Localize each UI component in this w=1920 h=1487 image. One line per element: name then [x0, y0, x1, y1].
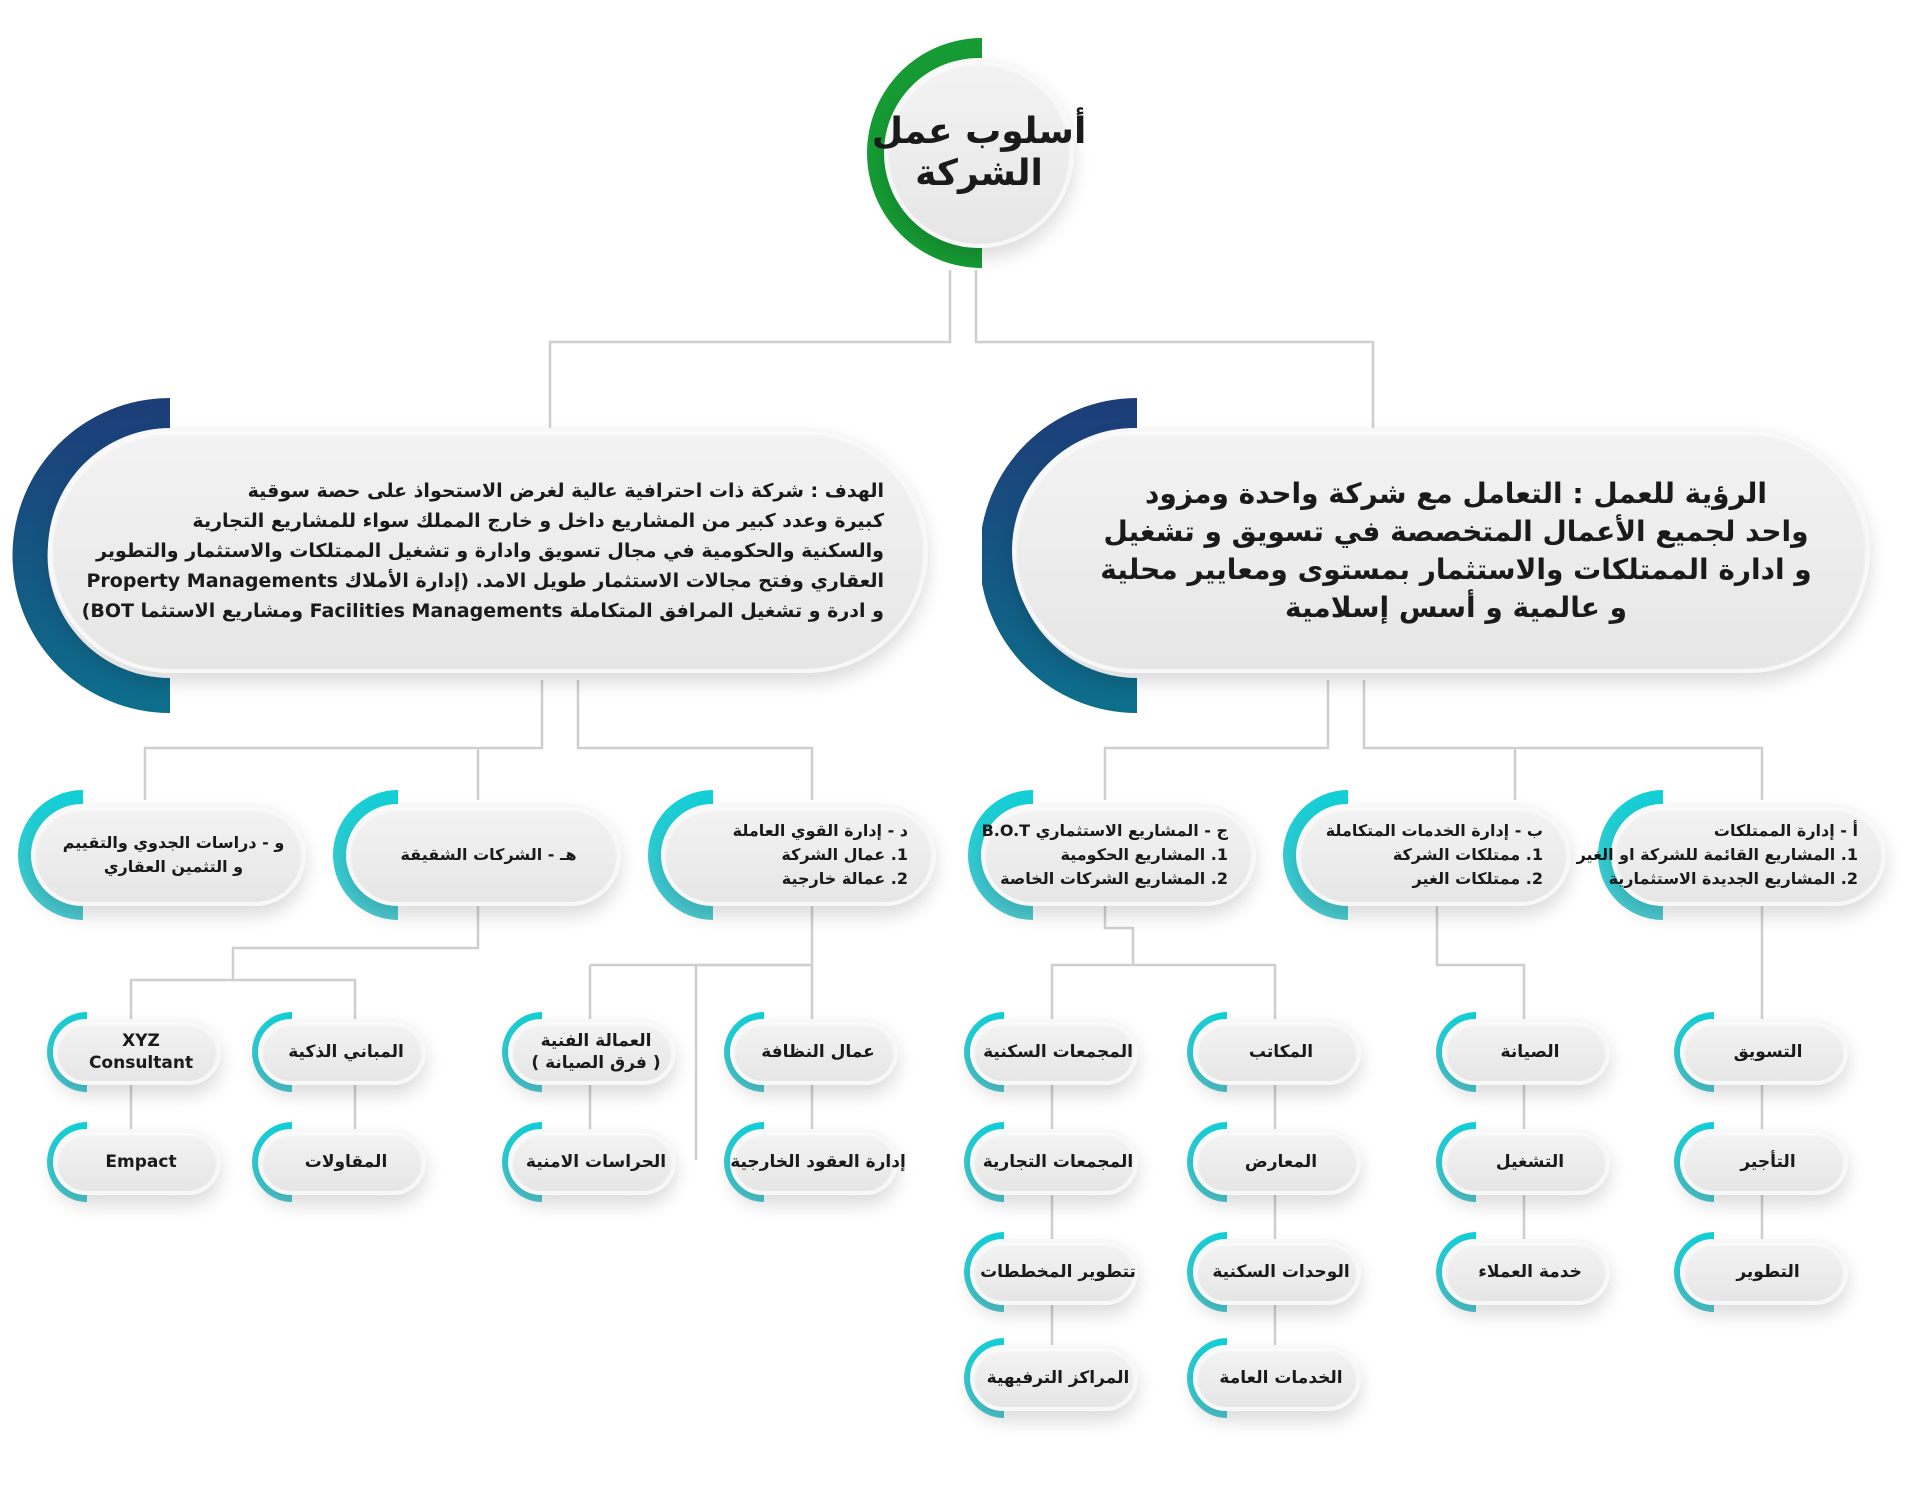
leaf-offices [1185, 1012, 1363, 1092]
branch-services-pill [1296, 804, 1571, 906]
leaf-maintenance [1434, 1012, 1612, 1092]
root-title-line-1: أسلوب عمل [871, 111, 1087, 152]
leaf-pill [1680, 1129, 1848, 1195]
branch-studies [15, 790, 310, 920]
leaf-pill [1193, 1239, 1361, 1305]
leaf-label: الحراسات الامنية [525, 1152, 667, 1172]
leaf-development [1672, 1232, 1850, 1312]
vision-node [982, 398, 1882, 713]
branch-studies-line-2: و التثمين العقاري [103, 857, 244, 876]
leaf-pill [970, 1345, 1138, 1411]
leaf-planning-development [962, 1232, 1140, 1312]
goal-line-1: الهدف : شركة ذات احترافية عالية لغرض الاستحواذ على حصة سوقية [247, 479, 884, 502]
leaf-label: Consultant [88, 1053, 194, 1073]
branch-workforce [645, 790, 940, 920]
leaf-pill [1193, 1345, 1361, 1411]
leaf-customer-service [1434, 1232, 1612, 1312]
leaf-label: تتطوير المخططات [980, 1262, 1136, 1282]
leaf-label: عمال النظافة [761, 1042, 875, 1062]
leaf-label: ( فرق الصيانة ) [531, 1053, 661, 1073]
root-node [862, 33, 1092, 273]
leaf-exhibitions [1185, 1122, 1363, 1202]
root-circle [871, 58, 1087, 248]
root-title-line-2: الشركة [915, 153, 1043, 194]
leaf-pill [1193, 1129, 1361, 1195]
leaf-pill [53, 1019, 221, 1085]
leaf-technical-workers [500, 1012, 678, 1092]
leaf-pill [258, 1129, 426, 1195]
leaf-label: العمالة الفنية [540, 1031, 652, 1051]
leaf-residential-complexes [962, 1012, 1140, 1092]
leaf-residential-units [1185, 1232, 1363, 1312]
leaf-empact [45, 1122, 223, 1202]
leaf-label: XYZ [122, 1031, 160, 1051]
branch-services-line-1: ب - إدارة الخدمات المتكاملة [1325, 821, 1543, 840]
branch-sister-line-1: هـ - الشركات الشقيقة [400, 845, 577, 864]
vision-line-4: و عالمية و أسس إسلامية [1285, 590, 1627, 624]
branch-property-line-3: 2. المشاريع الجديدة الاستثمارية [1608, 869, 1858, 888]
leaf-label: الوحدات السكنية [1212, 1262, 1350, 1282]
leaf-pill [730, 1129, 906, 1195]
leaf-label: المجمعات التجارية [982, 1152, 1134, 1172]
leaf-cleaning-workers [722, 1012, 900, 1092]
leaf-smart-buildings [250, 1012, 428, 1092]
branch-services-line-2: 1. ممتلكات الشركة [1392, 845, 1543, 864]
leaf-pill [1442, 1019, 1610, 1085]
goal-line-3: والسكنية والحكومية في مجال تسويق وادارة و تشغيل الممتلكات والاستثمار والتطوير [96, 539, 884, 562]
vision-pill [1012, 428, 1870, 673]
branch-services-line-3: 2. ممتلكات الغير [1412, 869, 1543, 888]
leaf-entertainment-centers [962, 1338, 1140, 1418]
leaf-pill [1680, 1019, 1848, 1085]
leaf-label: الخدمات العامة [1219, 1368, 1343, 1388]
branch-property [1576, 790, 1890, 920]
leaf-pill [970, 1019, 1138, 1085]
leaf-marketing [1672, 1012, 1850, 1092]
leaf-pill [53, 1129, 221, 1195]
leaf-pill [1442, 1129, 1610, 1195]
leaf-label: الصيانة [1500, 1042, 1560, 1062]
branch-sister-pill [346, 804, 621, 906]
goal-node [10, 398, 930, 713]
branch-workforce-line-2: 1. عمال الشركة [781, 845, 908, 864]
leaf-pill [970, 1239, 1138, 1305]
leaf-pill [970, 1129, 1138, 1195]
branch-studies-line-1: و - دراسات الجدوي والتقييم [62, 833, 285, 852]
branch-sister [330, 790, 625, 920]
branch-property-line-2: 1. المشاريع القائمة للشركة او الغير [1576, 845, 1858, 864]
vision-line-3: و ادارة الممتلكات والاستثمار بمستوى ومعايير محلية [1100, 552, 1812, 586]
branch-services [1280, 790, 1575, 920]
leaf-pill [508, 1129, 676, 1195]
leaf-operation [1434, 1122, 1612, 1202]
leaf-pill [1680, 1239, 1848, 1305]
leaf-label: التسويق [1733, 1042, 1803, 1062]
leaf-contracting [250, 1122, 428, 1202]
leaf-xyz [45, 1012, 223, 1092]
leaf-label: المراكز الترفيهية [986, 1368, 1130, 1388]
leaf-label: المباني الذكية [288, 1042, 404, 1062]
leaf-label: التأجير [1740, 1152, 1796, 1172]
leaf-label: المكاتب [1248, 1042, 1314, 1062]
branch-studies-pill [31, 804, 306, 906]
vision-line-1: الرؤية للعمل : التعامل مع شركة واحدة ومزود [1144, 476, 1768, 510]
leaf-label: خدمة العملاء [1478, 1262, 1582, 1282]
branch-workforce-line-1: د - إدارة القوي العاملة [732, 821, 908, 840]
goal-line-4: العقاري وفتح مجالات الاستثمار طويل الامد. (إدارة الأملاك Property Managements [86, 569, 884, 592]
branch-property-line-1: أ - إدارة الممتلكات [1713, 821, 1858, 840]
leaf-public-services [1185, 1338, 1363, 1418]
leaf-label: Empact [105, 1152, 177, 1172]
leaf-label: المقاولات [304, 1152, 388, 1172]
branch-property-pill [1576, 804, 1886, 906]
leaf-pill [258, 1019, 426, 1085]
goal-pill [48, 428, 928, 673]
goal-line-5: و ادرة و تشغيل المرافق المتكاملة Facilities Managements ومشاريع الاستثما BOT) [81, 599, 884, 622]
vision-line-2: واحد لجميع الأعمال المتخصصة في تسويق و تشغيل [1103, 514, 1809, 548]
branch-bot-line-3: 2. المشاريع الشركات الخاصة [1000, 869, 1228, 888]
leaf-label: المجمعات السكنية [983, 1042, 1133, 1062]
leaf-label: المعارض [1244, 1152, 1318, 1172]
branch-bot [965, 790, 1260, 920]
leaf-commercial-complexes [962, 1122, 1140, 1202]
leaf-pill [730, 1019, 898, 1085]
branch-workforce-pill [661, 804, 936, 906]
leaf-label: إدارة العقود الخارجية [730, 1152, 906, 1172]
leaf-pill [508, 1019, 676, 1085]
leaf-pill [1442, 1239, 1610, 1305]
leaf-external-contracts [722, 1122, 906, 1202]
branch-bot-line-1: ج - المشاريع الاستثماري B.O.T [981, 821, 1228, 840]
leaf-leasing [1672, 1122, 1850, 1202]
branch-bot-line-2: 1. المشاريع الحكومية [1060, 845, 1228, 864]
leaf-label: التطوير [1736, 1262, 1800, 1282]
leaf-pill [1193, 1019, 1361, 1085]
branch-workforce-line-3: 2. عمالة خارجية [781, 869, 908, 888]
leaf-security-guards [500, 1122, 678, 1202]
leaf-label: التشغيل [1495, 1152, 1565, 1172]
goal-line-2: كبيرة وعدد كبير من المشاريع داخل و خارج المملك سواء للمشاريع التجارية [192, 509, 884, 532]
branch-bot-pill [981, 804, 1256, 906]
